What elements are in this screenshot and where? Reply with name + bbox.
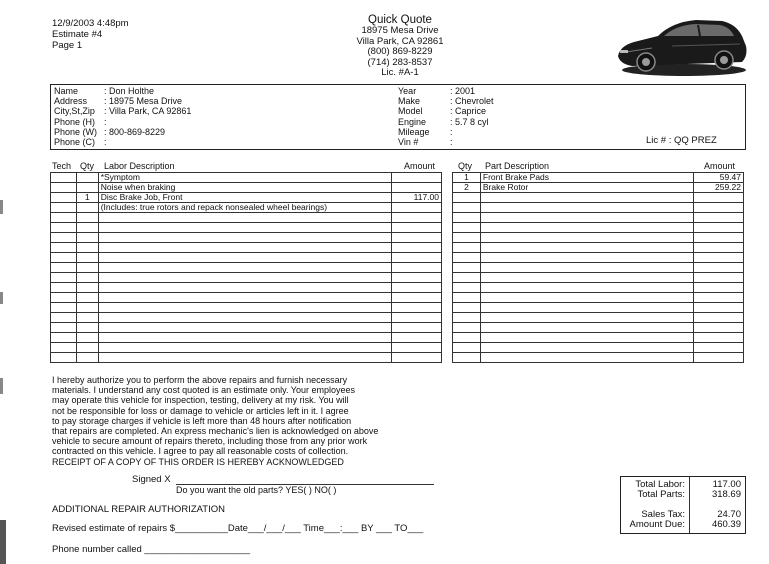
customer-label: Name — [54, 86, 79, 96]
totals-divider — [689, 477, 690, 533]
customer-label: Address — [54, 96, 88, 107]
labor-qty-cell — [76, 283, 98, 293]
labor-tech-cell — [51, 343, 77, 353]
labor-tech-cell — [51, 353, 77, 363]
labor-tech-cell — [51, 323, 77, 333]
vehicle-value: : 2001 — [450, 86, 476, 96]
parts-qty-cell — [453, 263, 481, 273]
shop-phone-1: (800) 869-8229 — [367, 46, 433, 57]
labor-amount-cell — [392, 173, 442, 183]
parts-qty-cell — [453, 213, 481, 223]
header-left — [52, 18, 129, 51]
customer-value: : Don Holthe — [104, 86, 155, 96]
labor-desc-cell — [98, 323, 391, 333]
labor-row — [51, 233, 442, 243]
parts-amount-cell — [694, 213, 744, 223]
parts-row — [453, 283, 744, 293]
parts-desc-cell — [480, 243, 693, 253]
parts-desc-cell — [480, 303, 693, 313]
sales-tax-value: 24.70 — [717, 509, 741, 520]
labor-row — [51, 333, 442, 343]
customer-value: : Villa Park, CA 92861 — [104, 106, 192, 117]
shop-phone-2: (714) 283-8537 — [367, 56, 433, 68]
parts-amount-cell — [694, 263, 744, 273]
authorization-line: not be responsible for loss or damage to vehicle or articles left in it. I agree — [52, 405, 349, 416]
labor-tech-cell — [51, 213, 77, 223]
labor-desc-cell — [98, 353, 391, 363]
labor-qty-cell — [76, 203, 98, 213]
parts-row — [453, 173, 744, 183]
labor-amount-cell — [392, 343, 442, 353]
labor-desc-cell — [98, 313, 391, 323]
phone-called-line: Phone number called ____________________ — [52, 544, 251, 555]
labor-tech-cell — [51, 263, 77, 273]
parts-amount-cell: 59.47 — [694, 173, 744, 183]
labor-row — [51, 173, 442, 183]
shop-name: Quick Quote — [368, 14, 432, 26]
parts-amount-cell — [694, 303, 744, 313]
labor-desc-cell — [98, 243, 391, 253]
authorization-line: materials. I understand any cost quoted is an estimate only. Your employees — [52, 385, 356, 396]
parts-qty-cell — [453, 243, 481, 253]
labor-row — [51, 353, 442, 363]
vehicle-value: : — [450, 137, 453, 148]
labor-amount-cell — [392, 183, 442, 193]
parts-row — [453, 203, 744, 213]
labor-desc-cell — [98, 273, 391, 283]
parts-desc-cell — [480, 253, 693, 263]
parts-desc-cell — [480, 333, 693, 343]
parts-row — [453, 273, 744, 283]
total-parts-value: 318.69 — [711, 489, 741, 500]
labor-desc-cell: *Symptom — [98, 173, 391, 183]
labor-tech-cell — [51, 193, 77, 203]
total-labor-label: Total Labor: — [635, 479, 685, 490]
labor-row — [51, 223, 442, 233]
vehicle-info — [398, 86, 494, 147]
labor-row — [51, 273, 442, 283]
parts-amount-cell — [694, 283, 744, 293]
labor-tech-cell — [51, 313, 77, 323]
parts-row — [453, 313, 744, 323]
parts-amount-cell — [694, 323, 744, 333]
labor-amount-cell — [392, 213, 442, 223]
vehicle-value: : Caprice — [450, 106, 487, 117]
labor-row — [51, 253, 442, 263]
parts-desc-cell — [480, 263, 693, 273]
labor-amount-cell — [392, 283, 442, 293]
parts-table — [452, 172, 744, 363]
labor-amount-cell — [392, 313, 442, 323]
labor-amount-cell — [392, 243, 442, 253]
scan-mark — [0, 292, 3, 304]
parts-row — [453, 303, 744, 313]
labor-desc-cell: Noise when braking — [98, 183, 391, 193]
labor-row — [51, 343, 442, 353]
authorization-line: RECEIPT OF A COPY OF THIS ORDER IS HEREBY ACKNOWLEDGED — [52, 456, 344, 467]
labor-amount-cell — [392, 253, 442, 263]
shop-info — [330, 14, 470, 79]
parts-amount-cell — [694, 333, 744, 343]
parts-amount-cell — [694, 343, 744, 353]
revised-estimate-line: Revised estimate of repairs $__________Date___/___/___ Time___:___ BY ___ TO___ — [52, 523, 424, 534]
labor-amount-cell — [392, 203, 442, 213]
labor-desc-cell — [98, 213, 391, 223]
labor-row — [51, 203, 442, 213]
labor-tech-cell — [51, 333, 77, 343]
parts-desc-cell — [480, 193, 693, 203]
customer-value: : 18975 Mesa Drive — [104, 96, 183, 107]
parts-qty-cell — [453, 313, 481, 323]
labor-qty-cell — [76, 333, 98, 343]
print-datetime: 12/9/2003 4:48pm — [52, 18, 129, 29]
labor-qty-cell — [76, 343, 98, 353]
labor-tech-cell — [51, 243, 77, 253]
parts-desc-cell — [480, 353, 693, 363]
labor-amount-cell — [392, 263, 442, 273]
parts-desc-cell — [480, 213, 693, 223]
labor-amount-cell — [392, 353, 442, 363]
parts-row — [453, 253, 744, 263]
parts-desc-cell — [480, 343, 693, 353]
labor-row — [51, 293, 442, 303]
labor-row — [51, 193, 442, 203]
parts-row — [453, 343, 744, 353]
vehicle-label: Mileage — [398, 126, 430, 137]
parts-desc-cell — [480, 293, 693, 303]
labor-tech-cell — [51, 273, 77, 283]
labor-tech-cell — [51, 233, 77, 243]
parts-desc-cell — [480, 233, 693, 243]
scan-mark — [0, 520, 6, 564]
lic-field — [646, 135, 717, 146]
parts-row — [453, 293, 744, 303]
parts-amount-cell — [694, 253, 744, 263]
labor-qty-cell — [76, 233, 98, 243]
parts-row — [453, 333, 744, 343]
parts-qty-cell — [453, 343, 481, 353]
labor-qty-cell — [76, 293, 98, 303]
parts-qty-cell — [453, 303, 481, 313]
parts-qty-cell — [453, 333, 481, 343]
labor-amount-cell — [392, 333, 442, 343]
labor-row — [51, 303, 442, 313]
parts-amount-cell — [694, 313, 744, 323]
parts-qty-cell — [453, 193, 481, 203]
labor-desc-cell: (Includes: true rotors and repack nonsealed wheel bearings) — [98, 203, 391, 213]
parts-row — [453, 213, 744, 223]
labor-amount-cell — [392, 293, 442, 303]
parts-qty-cell — [453, 323, 481, 333]
labor-qty-cell — [76, 253, 98, 263]
customer-label: Phone (C) — [54, 137, 96, 148]
parts-row — [453, 183, 744, 193]
customer-value: : 800-869-8229 — [104, 126, 166, 137]
parts-header-amount: Amount — [704, 161, 736, 171]
authorization-line: to pay storage charges if vehicle is left more than 48 hours after notification — [52, 415, 352, 426]
labor-row — [51, 283, 442, 293]
labor-desc-cell — [98, 223, 391, 233]
parts-header-desc: Part Description — [485, 161, 550, 171]
parts-amount-cell — [694, 243, 744, 253]
labor-tech-cell — [51, 203, 77, 213]
customer-value: : — [104, 137, 107, 148]
parts-amount-cell — [694, 223, 744, 233]
customer-label: City,St,Zip — [54, 106, 95, 117]
parts-qty-cell — [453, 283, 481, 293]
shop-address: 18975 Mesa Drive — [361, 25, 439, 36]
labor-desc-cell — [98, 293, 391, 303]
shop-license: Lic. #A-1 — [381, 67, 419, 78]
labor-desc-cell — [98, 253, 391, 263]
vehicle-value: : Chevrolet — [450, 96, 494, 107]
labor-amount-cell — [392, 303, 442, 313]
parts-desc-cell — [480, 313, 693, 323]
vehicle-label: Model — [398, 106, 423, 117]
amount-due-label: Amount Due: — [629, 519, 685, 530]
amount-due-value: 460.39 — [711, 519, 741, 530]
customer-value: : — [104, 116, 107, 127]
labor-qty-cell — [76, 183, 98, 193]
parts-desc-cell — [480, 223, 693, 233]
authorization-line: vehicle to secure amount of repairs thereto, including those from any prior work — [52, 436, 368, 447]
parts-header-qty: Qty — [458, 161, 473, 171]
parts-row — [453, 233, 744, 243]
labor-row — [51, 183, 442, 193]
labor-qty-cell — [76, 243, 98, 253]
labor-tech-cell — [51, 303, 77, 313]
vehicle-value: : 5.7 8 cyl — [450, 116, 489, 127]
labor-qty-cell — [76, 173, 98, 183]
labor-amount-cell: 117.00 — [392, 193, 442, 203]
parts-desc-cell — [480, 323, 693, 333]
sales-tax-label: Sales Tax: — [641, 509, 685, 520]
labor-amount-cell — [392, 233, 442, 243]
parts-row — [453, 323, 744, 333]
labor-tech-cell — [51, 293, 77, 303]
parts-amount-cell — [694, 203, 744, 213]
labor-table — [50, 172, 442, 363]
labor-qty-cell — [76, 223, 98, 233]
labor-amount-cell — [392, 223, 442, 233]
lic-label: Lic # — [646, 135, 667, 146]
labor-desc-cell — [98, 283, 391, 293]
labor-tech-cell — [51, 253, 77, 263]
customer-info — [54, 86, 191, 147]
labor-header-tech: Tech — [52, 161, 72, 171]
labor-row — [51, 313, 442, 323]
labor-row — [51, 263, 442, 273]
labor-qty-cell — [76, 273, 98, 283]
labor-desc-cell — [98, 303, 391, 313]
total-parts-label: Total Parts: — [637, 489, 685, 500]
parts-qty-cell — [453, 233, 481, 243]
parts-qty-cell — [453, 353, 481, 363]
labor-amount-cell — [392, 323, 442, 333]
parts-qty-cell — [453, 223, 481, 233]
page-number: Page 1 — [52, 40, 83, 51]
authorization-line: may operate this vehicle for inspection, testing, delivery at my risk. You will — [52, 395, 349, 406]
labor-tech-cell — [51, 223, 77, 233]
labor-amount-cell — [392, 273, 442, 283]
labor-desc-cell: Disc Brake Job, Front — [98, 193, 391, 203]
parts-qty-cell — [453, 203, 481, 213]
labor-header-qty: Qty — [80, 161, 95, 171]
labor-tech-cell — [51, 283, 77, 293]
parts-amount-cell — [694, 233, 744, 243]
parts-desc-cell: Brake Rotor — [480, 183, 693, 193]
parts-row — [453, 223, 744, 233]
parts-amount-cell: 259.22 — [694, 183, 744, 193]
parts-amount-cell — [694, 293, 744, 303]
car-icon — [612, 12, 752, 78]
labor-desc-cell — [98, 233, 391, 243]
parts-amount-cell — [694, 353, 744, 363]
totals-box — [620, 476, 746, 534]
parts-amount-cell — [694, 273, 744, 283]
parts-row — [453, 193, 744, 203]
parts-desc-cell — [480, 273, 693, 283]
parts-amount-cell — [694, 193, 744, 203]
scan-mark — [0, 200, 3, 214]
labor-header-desc: Labor Description — [104, 161, 175, 171]
labor-tech-cell — [51, 173, 77, 183]
parts-desc-cell: Front Brake Pads — [480, 173, 693, 183]
customer-label: Phone (W) — [54, 126, 98, 137]
parts-qty-cell — [453, 253, 481, 263]
authorization-line: contracted on this vehicle. I agree to pay all reasonable costs of collection. — [52, 446, 349, 457]
labor-row — [51, 213, 442, 223]
customer-label: Phone (H) — [54, 116, 96, 127]
vehicle-label: Vin # — [398, 137, 419, 148]
parts-row — [453, 243, 744, 253]
additional-authorization-title: ADDITIONAL REPAIR AUTHORIZATION — [52, 504, 225, 515]
labor-tech-cell — [51, 183, 77, 193]
labor-qty-cell — [76, 303, 98, 313]
labor-desc-cell — [98, 343, 391, 353]
old-parts-question: Do you want the old parts? YES( ) NO( ) — [176, 485, 337, 495]
labor-qty-cell — [76, 323, 98, 333]
labor-header-amount: Amount — [404, 161, 436, 171]
vehicle-label: Year — [398, 86, 417, 96]
total-labor-value: 117.00 — [712, 479, 741, 490]
parts-row — [453, 353, 744, 363]
parts-desc-cell — [480, 203, 693, 213]
scan-mark — [0, 378, 3, 394]
vehicle-label: Engine — [398, 116, 427, 127]
parts-qty-cell — [453, 273, 481, 283]
vehicle-value: : — [450, 126, 453, 137]
shop-city: Villa Park, CA 92861 — [356, 35, 444, 47]
estimate-number: Estimate #4 — [52, 29, 103, 40]
parts-row — [453, 263, 744, 273]
labor-row — [51, 243, 442, 253]
labor-desc-cell — [98, 333, 391, 343]
vehicle-label: Make — [398, 96, 421, 107]
parts-desc-cell — [480, 283, 693, 293]
authorization-line: that repairs are completed. An express mechanic's lien is acknowledged on above — [52, 426, 379, 437]
authorization-line: I hereby authorize you to perform the above repairs and furnish necessary — [52, 375, 348, 385]
parts-qty-cell: 2 — [453, 183, 481, 193]
parts-qty-cell: 1 — [453, 173, 481, 183]
labor-qty-cell — [76, 213, 98, 223]
signed-label: Signed X — [132, 474, 171, 485]
labor-qty-cell — [76, 313, 98, 323]
labor-desc-cell — [98, 263, 391, 273]
labor-row — [51, 323, 442, 333]
labor-qty-cell: 1 — [76, 193, 98, 203]
labor-qty-cell — [76, 263, 98, 273]
labor-qty-cell — [76, 353, 98, 363]
authorization-text — [52, 375, 378, 467]
lic-value: : QQ PREZ — [668, 135, 717, 146]
parts-qty-cell — [453, 293, 481, 303]
